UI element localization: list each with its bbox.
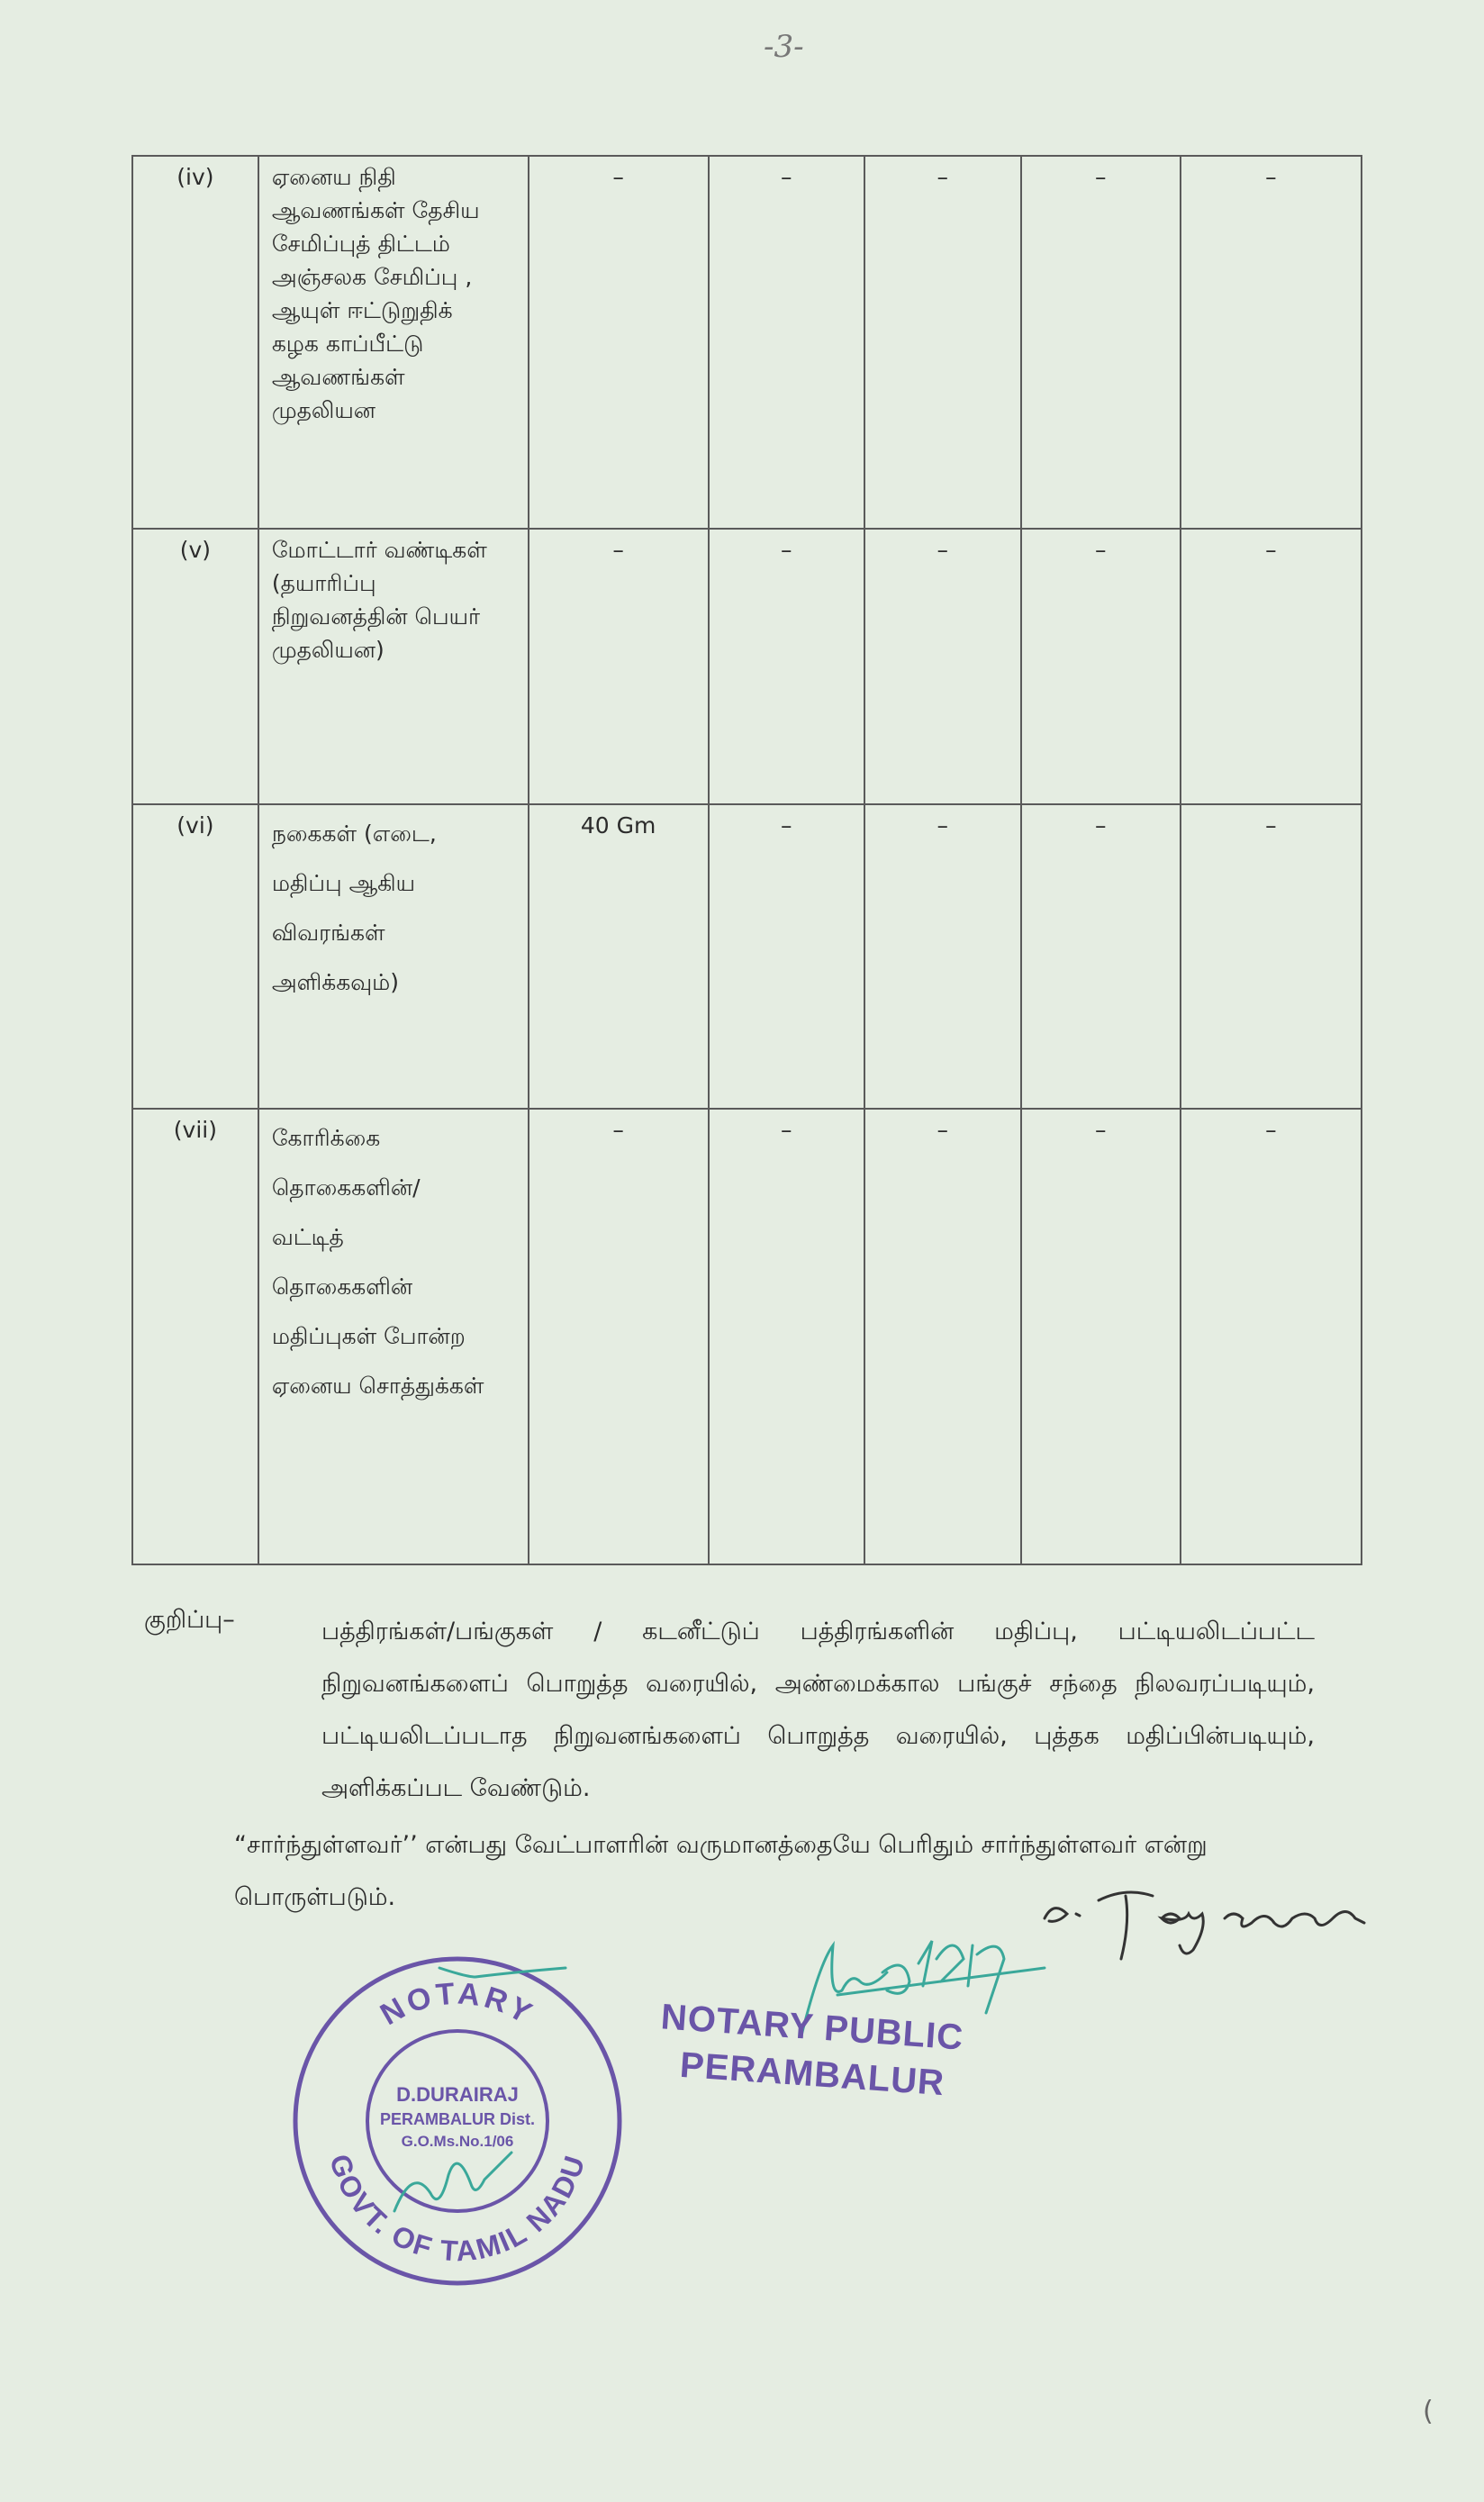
value-cell: – [1021, 529, 1181, 804]
value-cell: – [529, 529, 709, 804]
note-text: பத்திரங்கள்/பங்குகள் / கடனீட்டுப் பத்திரங்களின் மதிப்பு, பட்டியலிடப்பட்ட நிறுவனங்களைப் பொறுத்த வரையில், அண்மைக்கால பங்குச் சந்தை நிலவரப்படியும், பட்டியலிடப்படாத நிறுவனங்களைப் பொறுத்த வரையில், புத்தக மதிப்பின்படியும், அளிக்கப்பட வேண்டும். [321, 1618, 1315, 1802]
value-cell: – [1181, 804, 1362, 1109]
value-cell: – [529, 1109, 709, 1564]
description-line: ஆவணங்கள் தேசிய [271, 197, 480, 223]
svg-text:GOVT. OF TAMIL NADU [323, 2151, 592, 2268]
seal-bottom-text: GOVT. OF TAMIL NADU [323, 2150, 592, 2268]
svg-text:NOTARY [375, 1976, 540, 2032]
note-label: குறிப்பு– [144, 1606, 235, 1634]
notary-public-line2: PERAMBALUR [678, 2044, 946, 2104]
value-cell: – [709, 529, 864, 804]
description-line: மதிப்பு ஆகிய [271, 870, 416, 896]
description-line: ஏனைய சொத்துக்கள் [271, 1373, 484, 1399]
description-line: முதலியன [271, 397, 376, 423]
seal-name: D.DURAIRAJ [396, 2083, 519, 2106]
row-description [258, 156, 529, 529]
row-number: (iv) [132, 156, 258, 529]
description-line: ஆயுள் ஈட்டுறுதிக் [271, 297, 453, 323]
value-cell: – [709, 1109, 864, 1564]
description-line: (தயாரிப்பு [271, 570, 376, 596]
description-line: நகைகள் (எடை, [271, 820, 437, 847]
corner-mark: ( [1423, 2396, 1434, 2427]
value-cell: – [529, 156, 709, 529]
row-description [258, 804, 529, 1109]
seal-go-number: G.O.Ms.No.1/06 [401, 2133, 514, 2150]
description-line: நிறுவனத்தின் பெயர் [271, 603, 481, 630]
value-cell: – [1181, 156, 1362, 529]
value-cell: 40 Gm [529, 804, 709, 1109]
page-number: -3- [764, 29, 804, 65]
table-row [132, 804, 1362, 1109]
description-line: மோட்டார் வண்டிகள் [271, 537, 487, 563]
value-cell: – [709, 804, 864, 1109]
row-number: (vii) [132, 1109, 258, 1564]
notary-seal [286, 1950, 629, 2292]
description-line: அளிக்கவும்) [271, 969, 400, 995]
value-cell: – [864, 804, 1021, 1109]
value-cell: – [864, 529, 1021, 804]
notary-public-stamp [641, 1997, 983, 2104]
description-line: தொகைகளின் [271, 1274, 413, 1300]
value-cell: – [864, 1109, 1021, 1564]
value-cell: – [1181, 529, 1362, 804]
description-line: ஆவணங்கள் [271, 364, 405, 390]
table-row [132, 529, 1362, 804]
value-cell: – [1021, 156, 1181, 529]
notary-public-line1: NOTARY PUBLIC [659, 1997, 965, 2058]
description-line: கழக காப்பீட்டு [271, 331, 424, 357]
value-cell: – [1181, 1109, 1362, 1564]
description-line: ஏனைய நிதி [271, 164, 396, 190]
row-number: (vi) [132, 804, 258, 1109]
table-row [132, 156, 1362, 529]
signature-image [1027, 1864, 1459, 1981]
value-cell: – [1021, 804, 1181, 1109]
row-number: (v) [132, 529, 258, 804]
row-description [258, 1109, 529, 1564]
value-cell: – [1021, 1109, 1181, 1564]
row-description [258, 529, 529, 804]
description-line: தொகைகளின்/ [271, 1174, 421, 1201]
table-row [132, 1109, 1362, 1564]
description-line: அஞ்சலக சேமிப்பு , [271, 264, 473, 290]
assets-table [131, 155, 1362, 1565]
dependant-definition-text: “சார்ந்துள்ளவர்’’ என்பது வேட்பாளரின் வருமானத்தையே பெரிதும் சார்ந்துள்ளவர் என்று பொருள்படும். [234, 1831, 1208, 1911]
description-line: மதிப்புகள் போன்ற [271, 1323, 466, 1349]
value-cell: – [864, 156, 1021, 529]
description-line: விவரங்கள் [271, 920, 385, 946]
seal-top-text: NOTARY [375, 1976, 541, 2033]
description-line: வட்டித் [271, 1224, 344, 1250]
value-cell: – [709, 156, 864, 529]
description-line: முதலியன) [271, 637, 385, 663]
description-line: சேமிப்புத் திட்டம் [271, 231, 450, 257]
description-line: கோரிக்கை [271, 1125, 381, 1151]
seal-district: PERAMBALUR Dist. [379, 2110, 536, 2128]
